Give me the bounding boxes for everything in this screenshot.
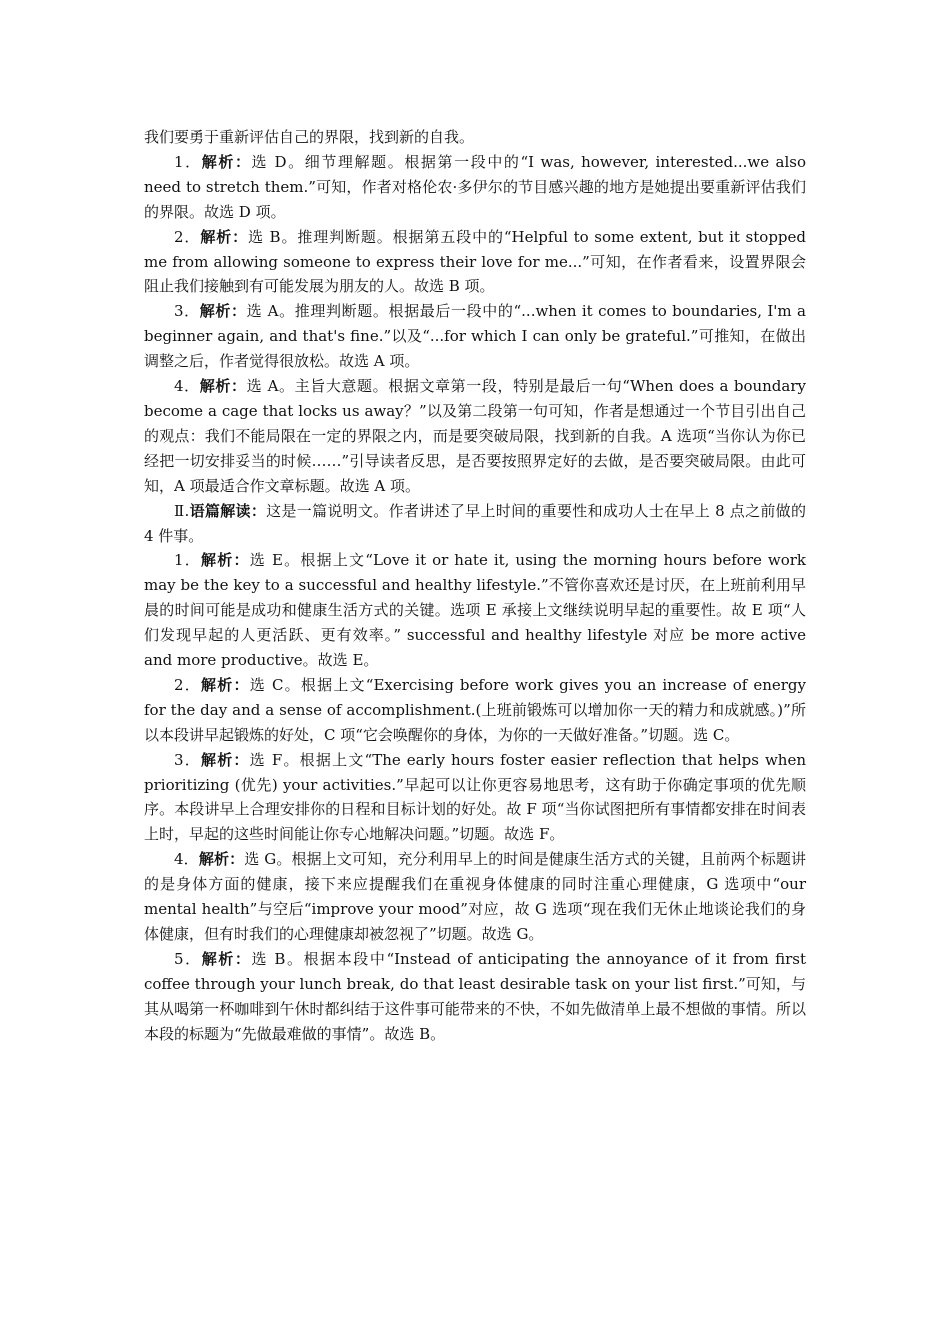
part2-item-1 [144, 548, 806, 673]
part2-item-5 [144, 947, 806, 1047]
section-text: 这是一篇说明文。作者讲述了早上时间的重要性和成功人士在早上 8 点之前做的 4 件事。 [144, 501, 806, 545]
item-number: 4． [174, 850, 199, 869]
item-number: 2． [174, 227, 201, 246]
item-text: 选 B。根据本段中“Instead of anticipating the annoyance of it from first coffee through your lunch break, do that least desirable task on your list first.”可知，与其从喝第一杯咖啡到午休时都纠结于这件事可能带来的不快，不如先做清单上最不想做的事情。所以本段的标题为“先做最难做的事情”。故选 B。 [144, 949, 806, 1043]
item-label: 解析： [201, 551, 250, 570]
part1-item-4 [144, 374, 806, 499]
answer-explanations [144, 125, 806, 1047]
item-text: 选 F。根据上文“The early hours foster easier reflection that helps when prioritizing (优先) your activities.”早起可以让你更容易地思考，这有助于你确定事项的优先顺序。本段讲早上合理安排你的日程和目标计划的好处。故 F 项“当你试图把所有事情都安排在时间表上时，早起的这些时间能让你专心地解决问题。”切题。故选 F。 [144, 750, 806, 844]
item-label: 解析： [201, 675, 250, 694]
item-number: 3． [174, 302, 200, 321]
item-text: 选 A。主旨大意题。根据文章第一段，特别是最后一句“When does a boundary become a cage that locks us away？”以及第二段第一句可知，作者是想通过一个节目引出自己的观点：我们不能局限在一定的界限之内，而是要突破局限，找到新的自我。A 选项“当你认为你已经把一切安排妥当的时候……”引导读者反思，是否要按照界定好的去做，是否要突破局限。由此可知，A 项最适合作文章标题。故选 A 项。 [144, 377, 806, 495]
section-label: 语篇解读： [189, 501, 267, 520]
item-text: 选 B。推理判断题。根据第五段中的“Helpful to some extent, but it stopped me from allowing someone to express their love for me...”可知，在作者看来，设置界限会阻止我们接触到有可能发展为朋友的人。故选 B 项。 [144, 227, 806, 296]
item-label: 解析： [201, 152, 252, 171]
item-label: 解析： [200, 227, 248, 246]
part2-item-2 [144, 673, 806, 748]
section-number: Ⅱ. [174, 501, 190, 520]
part1-item-1 [144, 150, 806, 225]
item-label: 解析： [200, 750, 250, 769]
item-number: 1． [174, 152, 202, 171]
item-number: 5． [174, 949, 202, 968]
item-label: 解析： [199, 302, 247, 321]
item-number: 2． [174, 675, 202, 694]
item-label: 解析： [199, 377, 247, 396]
item-text: 选 D。细节理解题。根据第一段中的“I was, however, interested...we also need to stretch them.”可知，作者对格伦农·多伊尔的节目感兴趣的地方是她提出要重新评估我们的界限。故选 D 项。 [144, 152, 806, 221]
item-label: 解析： [198, 850, 245, 869]
item-text: 选 G。根据上文可知，充分利用早上的时间是健康生活方式的关键，且前两个标题讲的是身体方面的健康，接下来应提醒我们在重视身体健康的同时注重心理健康，G 选项中“our mental health”与空后“improve your mood”对应，故 G 选项“现在我们无休止地谈论我们的身体健康，但有时我们的心理健康却被忽视了”切题。故选 G。 [144, 850, 806, 943]
section2-discourse-reading [144, 499, 806, 549]
item-number: 1． [174, 551, 202, 570]
intro-line: 我们要勇于重新评估自己的界限，找到新的自我。 [144, 128, 475, 146]
part1-item-3 [144, 299, 806, 374]
item-number: 4． [174, 377, 200, 396]
part1-item-2 [144, 225, 806, 300]
part2-item-4 [144, 847, 806, 947]
item-label: 解析： [201, 949, 252, 968]
part2-item-3 [144, 748, 806, 848]
item-number: 3． [174, 750, 201, 769]
item-text: 选 A。推理判断题。根据最后一段中的“...when it comes to boundaries, I'm a beginner again, and that's fine.”以及“...for which I can only be grateful.”可推知，在做出调整之后，作者觉得很放松。故选 A 项。 [144, 302, 806, 371]
item-text: 选 E。根据上文“Love it or hate it, using the morning hours before work may be the key to a successful and healthy lifestyle.”不管你喜欢还是讨厌，在上班前利用早晨的时间可能是成功和健康生活方式的关键。选项 E 承接上文继续说明早起的重要性。故 E 项“人们发现早起的人更活跃、更有效率。” successful and healthy lifestyle 对应 be more active and more productive。故选 E。 [144, 551, 806, 670]
item-text: 选 C。根据上文“Exercising before work gives you an increase of energy for the day and a sense of accomplishment.(上班前锻炼可以增加你一天的精力和成就感。)”所以本段讲早起锻炼的好处，C 项“它会唤醒你的身体，为你的一天做好准备。”切题。选 C。 [144, 675, 806, 744]
